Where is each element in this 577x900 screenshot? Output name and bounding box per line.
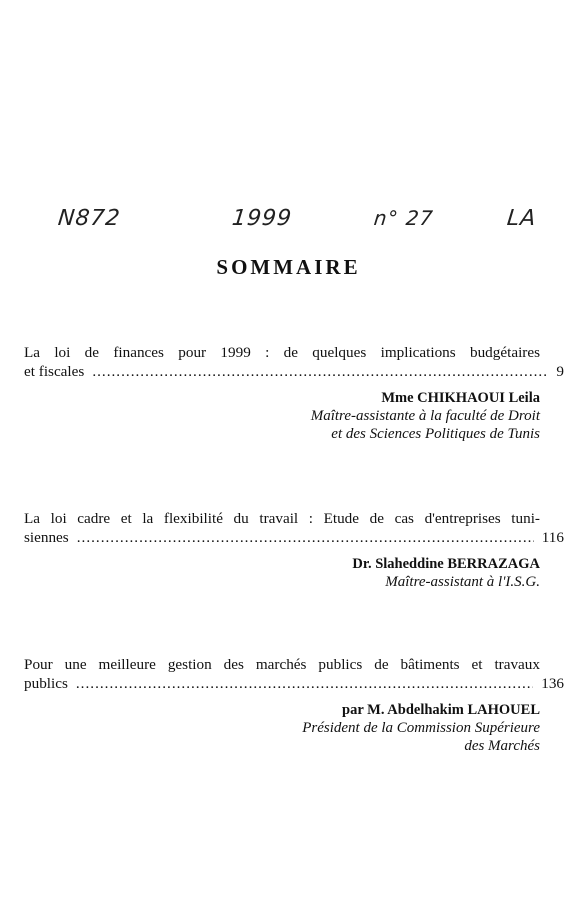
toc-entry <box>24 509 564 591</box>
entry-title-line: siennes <box>24 529 69 546</box>
page-number: 116 <box>541 529 564 546</box>
handwritten-annotation: n° 27 <box>372 206 435 230</box>
entry-title-line: La loi de finances pour 1999 : de quelques implications budgétaires <box>24 344 540 361</box>
handwritten-annotation: N872 <box>56 206 122 231</box>
author-role: Président de la Commission Supérieure <box>302 720 540 736</box>
author-role: des Marchés <box>464 738 540 754</box>
author-name: Dr. Slaheddine BERRAZAGA <box>352 556 540 572</box>
author-name: par M. Abdelhakim LAHOUEL <box>342 702 540 718</box>
entry-title-line: et fiscales <box>24 363 85 380</box>
author-name: Mme CHIKHAOUI Leila <box>381 390 540 406</box>
author-role: et des Sciences Politiques de Tunis <box>331 426 540 442</box>
page-number: 9 <box>556 363 564 380</box>
author-block <box>24 389 540 443</box>
author-role: Maître-assistante à la faculté de Droit <box>310 408 540 424</box>
page-title: SOMMAIRE <box>216 255 361 279</box>
toc-entry <box>24 343 564 443</box>
dot-leader <box>76 674 533 693</box>
toc-entry <box>24 655 564 755</box>
author-block <box>24 701 540 755</box>
entry-title-line: Pour une meilleure gestion des marchés publics de bâtiments et travaux <box>24 656 540 673</box>
handwritten-annotation: LA <box>505 206 538 231</box>
author-block <box>24 555 540 591</box>
entry-title-line: La loi cadre et la flexibilité du travail : Etude de cas d'entreprises tuni- <box>24 510 540 527</box>
dot-leader <box>77 528 534 547</box>
author-role: Maître-assistant à l'I.S.G. <box>385 574 540 590</box>
entry-title-tail <box>24 528 564 547</box>
entry-title-tail <box>24 362 564 381</box>
entry-title-tail <box>24 674 564 693</box>
page-number: 136 <box>541 675 564 692</box>
entry-title-line: publics <box>24 675 68 692</box>
dot-leader <box>92 362 548 381</box>
handwritten-annotation: 1999 <box>230 206 294 231</box>
